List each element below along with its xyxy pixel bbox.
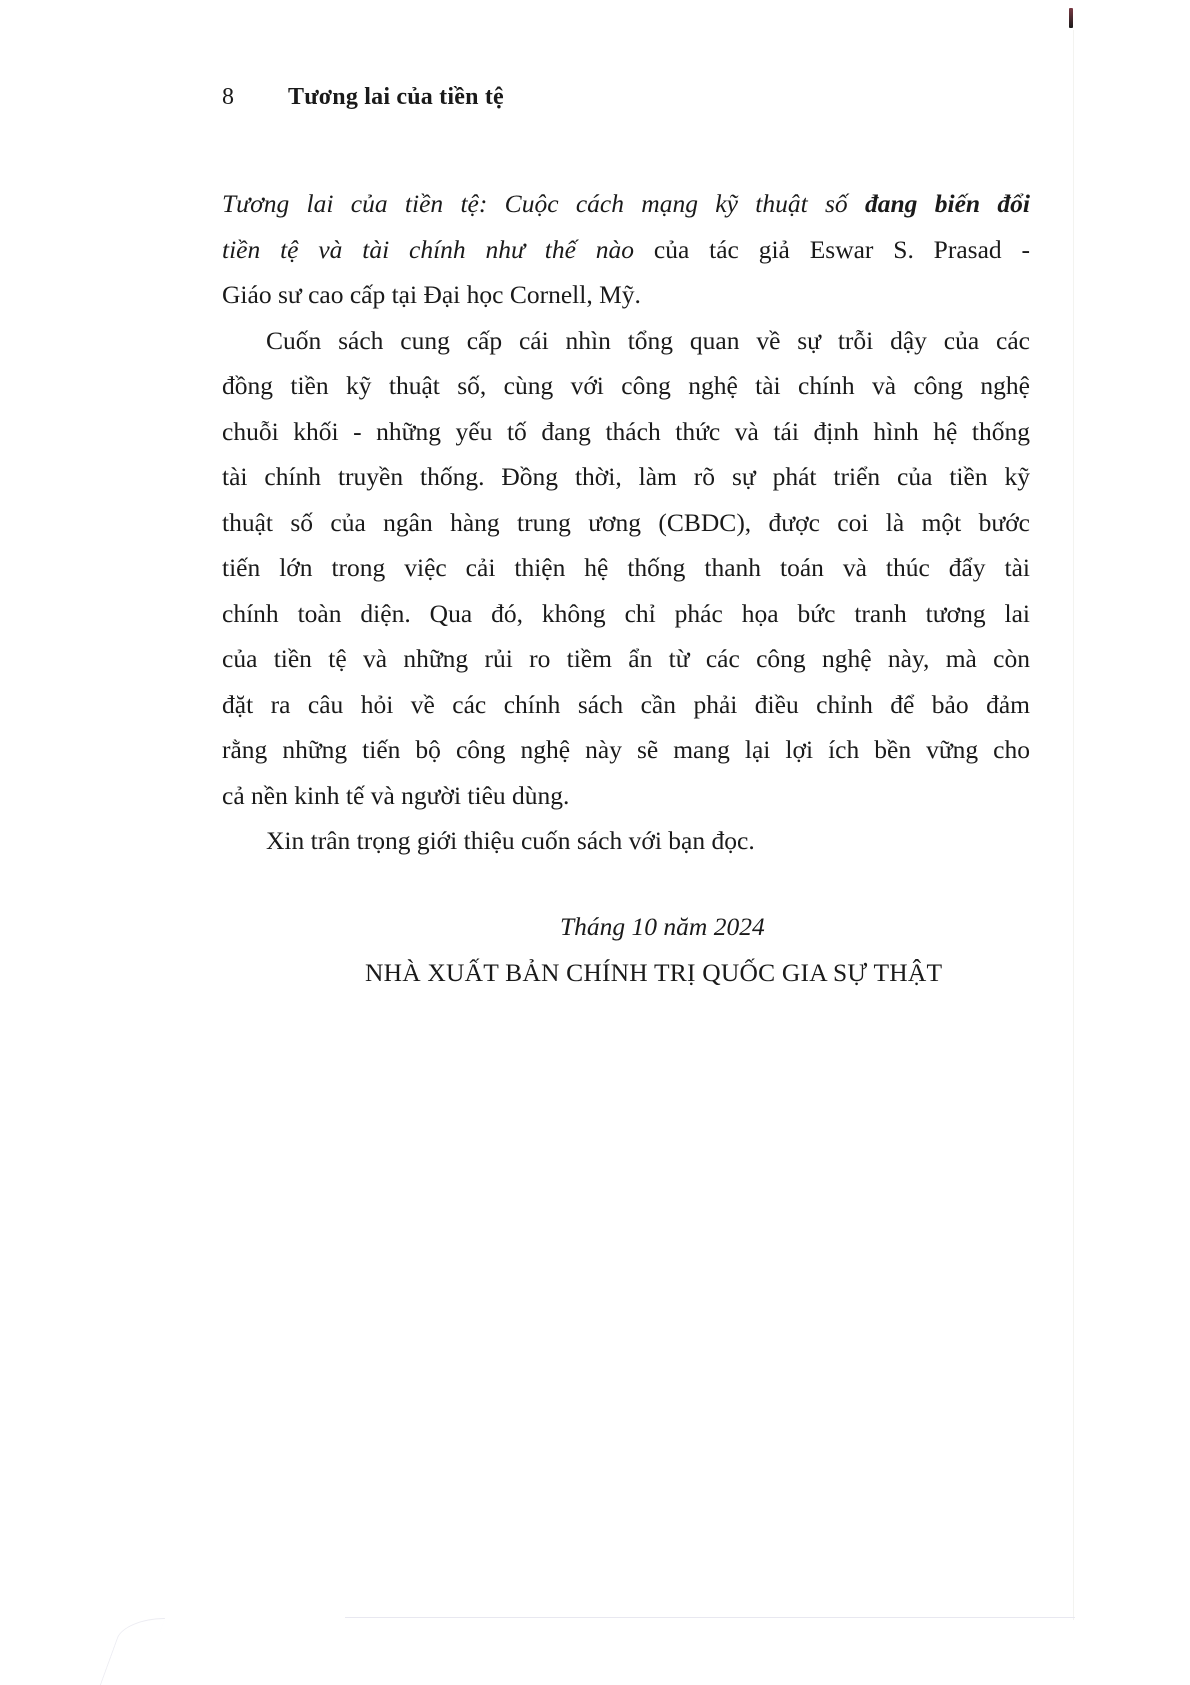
paragraph-1-line-2 [222,227,1030,273]
body-text [222,181,1030,864]
paragraph-2-line: Cuốn sách cung cấp cái nhìn tổng quan về sự trỗi dậy của các [266,325,1030,355]
paragraph-2-line: tiến lớn trong việc cải thiện hệ thống thanh toán và thúc đẩy tài [222,553,1030,582]
paragraph-2-line: của tiền tệ và những rủi ro tiềm ẩn từ các công nghệ này, mà còn [222,644,1030,673]
paragraph-2-line: chính toàn diện. Qua đó, không chỉ phác họa bức tranh tương lai [222,598,1030,628]
paragraph-2-line: chuỗi khối - những yếu tố đang thách thức và tái định hình hệ thống [222,416,1030,446]
paragraph-2-line: thuật số của ngân hàng trung ương (CBDC), được coi là một bước [222,507,1030,537]
book-title-bold-italic: đang biến đổi [865,189,1030,218]
paragraph-2-line: đặt ra câu hỏi về các chính sách cần phải điều chỉnh để bảo đảm [222,689,1030,719]
paragraph-1-line-1 [222,181,1030,227]
paragraph-2-line: đồng tiền kỹ thuật số, cùng với công nghệ tài chính và công nghệ [222,371,1030,400]
scan-artifact-mark [1069,8,1073,28]
scan-artifact-curve [100,1618,165,1685]
paragraph-3-closing: Xin trân trọng giới thiệu cuốn sách với bạn đọc. [266,826,755,855]
scan-artifact-edge-bottom [345,1617,1075,1618]
signature-date: Tháng 10 năm 2024 [560,912,765,941]
signature-publisher: NHÀ XUẤT BẢN CHÍNH TRỊ QUỐC GIA SỰ THẬT [365,958,943,987]
paragraph-2-line: tài chính truyền thống. Đồng thời, làm rõ sự phát triển của tiền kỹ [222,462,1030,491]
page-number: 8 [222,84,234,110]
book-title-italic: Tương lai của tiền tệ: Cuộc cách mạng kỹ thuật số [222,189,848,218]
running-title: Tương lai của tiền tệ [288,84,504,110]
running-header [222,84,504,111]
scan-artifact-edge [1073,30,1074,1620]
paragraph-2-line: rằng những tiến bộ công nghệ này sẽ mang lại lợi ích bền vững cho [222,735,1030,764]
paragraph-2-line: cả nền kinh tế và người tiêu dùng. [222,780,570,810]
author-attribution: của tác giả Eswar S. Prasad - [653,234,1030,264]
book-title-italic-cont: tiền tệ và tài chính như thế nào [222,234,635,264]
paragraph-1-line-3: Giáo sư cao cấp tại Đại học Cornell, Mỹ. [222,280,641,309]
